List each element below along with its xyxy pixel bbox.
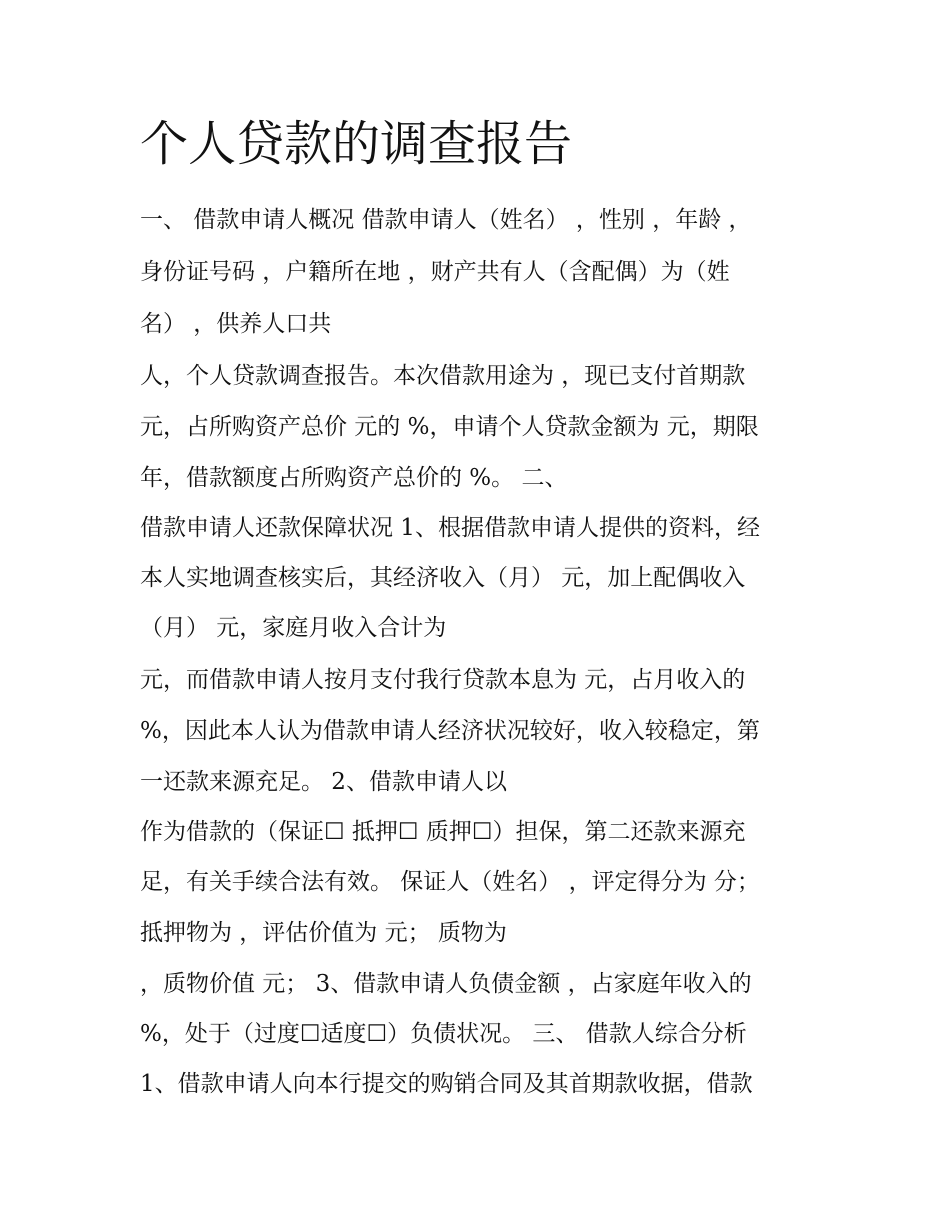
body-line: 名） ，供养人口共 — [140, 311, 332, 337]
body-line: 本人实地调查核实后，其经济收入（月） 元，加上配偶收入 — [140, 565, 746, 591]
body-line: 元，而借款申请人按月支付我行贷款本息为 元，占月收入的 — [140, 667, 746, 693]
body-line: 1、借款申请人向本行提交的购销合同及其首期款收据，借款 — [140, 1071, 753, 1097]
body-line: %，因此本人认为借款申请人经济状况较好，收入较稳定，第 — [140, 718, 760, 744]
body-line: 足，有关手续合法有效。 保证人（姓名） ，评定得分为 分； — [140, 869, 760, 895]
body-line: 人，个人贷款调查报告。本次借款用途为 ，现已支付首期款 — [140, 363, 746, 389]
document-title: 个人贷款的调查报告 — [140, 116, 573, 172]
body-line: （月） 元，家庭月收入合计为 — [140, 615, 447, 641]
body-line: %，处于（过度☐适度☐）负债状况。 三、 借款人综合分析 — [140, 1021, 747, 1047]
body-line: 作为借款的（保证☐ 抵押☐ 质押☐）担保，第二还款来源充 — [140, 819, 746, 845]
body-line: 借款申请人还款保障状况 1、根据借款申请人提供的资料，经 — [140, 515, 760, 541]
body-line: 抵押物为 ，评估价值为 元； 质物为 — [140, 920, 507, 946]
body-line: 一、 借款申请人概况 借款申请人（姓名） ，性别 ，年龄 ， — [140, 207, 752, 233]
body-line: 年，借款额度占所购资产总价的 %。 二、 — [140, 465, 568, 491]
body-line: 元，占所购资产总价 元的 %，申请个人贷款金额为 元，期限 — [140, 414, 759, 440]
body-line: 身份证号码 ，户籍所在地 ，财产共有人（含配偶）为（姓 — [140, 259, 730, 285]
body-line: ，质物价值 元； 3、借款申请人负债金额 ，占家庭年收入的 — [140, 971, 752, 997]
body-line: 一还款来源充足。 2、借款申请人以 — [140, 769, 507, 795]
